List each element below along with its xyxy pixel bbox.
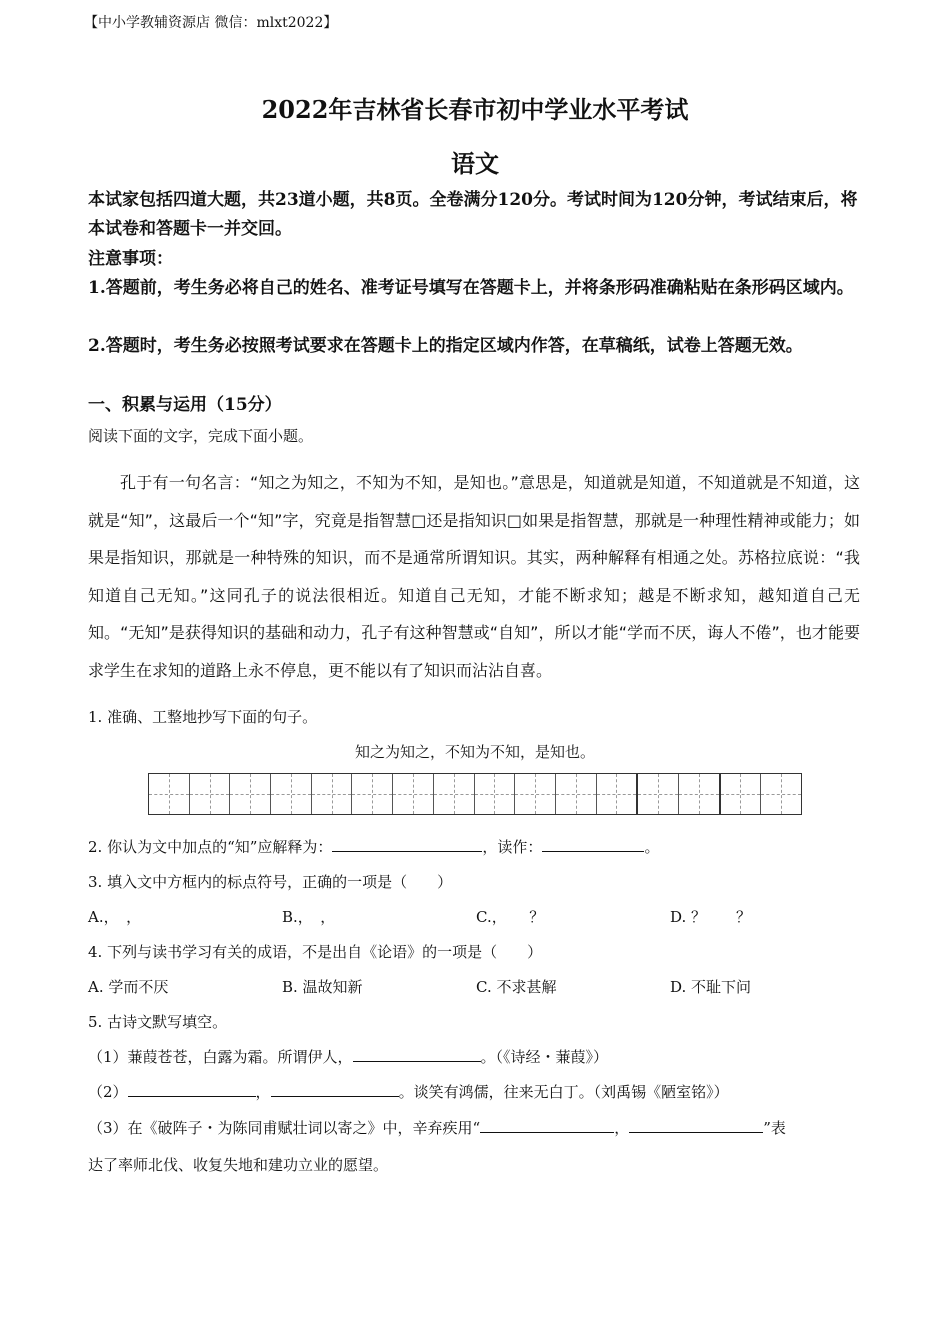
grid-cell[interactable] [393, 774, 434, 814]
q5-part-1 [88, 1046, 608, 1067]
grid-cell[interactable] [679, 774, 721, 814]
q4-option-d[interactable]: D. 不耻下问 [670, 978, 752, 996]
q5-p1-blank[interactable] [353, 1047, 481, 1062]
q5-part-2 [88, 1081, 729, 1102]
grid-cell[interactable] [515, 774, 556, 814]
reading-passage: 孔于有一句名言：“知之为知之，不知为不知，是知也。”意思是，知道就是知道，不知道就是不知道，这就是“知”，这最后一个“知”字，究竟是指智慧□还是指知识□如果是指智慧，那就是一种理性精神或能力；如果是指知识，那就是一种特殊的知识，而不是通常所谓知识。其实，两种解释有相通之处。苏格拉底说：“我知道自己无知。”这同孔子的说法很相近。知道自己无知，才能不断求知；越是不断求知，越知道自己无知。“无知”是获得知识的基础和动力，孔子有这种智慧或“自知”，所以才能“学而不厌，诲人不倦”，也才能要求学生在求知的道路上永不停息，更不能以有了知识而沾沾自喜。 [88, 473, 860, 680]
question-2 [88, 836, 659, 857]
q2-meaning-blank[interactable] [332, 837, 482, 852]
question-4: 4. 下列与读书学习有关的成语，不是出自《论语》的一项是（ ） [88, 943, 543, 961]
grid-cell[interactable] [597, 774, 639, 814]
grid-cell[interactable] [434, 774, 475, 814]
grid-cell[interactable] [352, 774, 393, 814]
q5-p3-comma: ， [614, 1119, 630, 1137]
question-5: 5. 古诗文默写填空。 [88, 1013, 228, 1031]
q2-mid: ，读作： [482, 838, 543, 856]
exam-title: 2022年吉林省长春市初中学业水平考试 [261, 95, 689, 124]
section-heading: 一、积累与运用（15分） [88, 395, 282, 415]
question-1: 1. 准确、工整地抄写下面的句子。 [88, 708, 318, 726]
q4-option-a[interactable]: A. 学而不厌 [88, 978, 169, 996]
q5-p2-label: （2） [88, 1083, 128, 1101]
q5-p3-blank-1[interactable] [480, 1118, 614, 1133]
exam-intro: 本试家包括四道大题，共23道小题，共8页。全卷满分120分。考试时间为120分钟，考试结束后，将本试卷和答题卡一并交回。 [88, 190, 858, 239]
note-2: 2.答题时，考生务必按照考试要求在答题卡上的指定区域内作答，在草稿纸，试卷上答题无效。 [88, 336, 803, 356]
q5-p1-text: （1）蒹葭苍苍，白露为霜。所谓伊人， [88, 1048, 353, 1066]
grid-cell[interactable] [721, 774, 762, 814]
q3-option-c[interactable]: C.， ？ [476, 908, 545, 926]
grid-cell[interactable] [312, 774, 353, 814]
writing-grid[interactable] [148, 773, 802, 815]
q5-p1-source: 。（《诗经・蒹葭》） [480, 1048, 609, 1066]
grid-cell[interactable] [475, 774, 516, 814]
q5-p2-blank-1[interactable] [128, 1082, 256, 1097]
q2-prefix: 2. 你认为文中加点的“知”应解释为： [88, 838, 333, 856]
q2-pronunciation-blank[interactable] [542, 837, 644, 852]
watermark: 【中小学教辅资源店 微信：mlxt2022】 [84, 15, 338, 31]
q3-option-b[interactable]: B.， ， [282, 908, 336, 926]
q3-option-a[interactable]: A.， ， [88, 908, 142, 926]
notes-heading: 注意事项： [88, 249, 173, 269]
grid-cell[interactable] [230, 774, 271, 814]
grid-cell[interactable] [190, 774, 231, 814]
q5-p3-text: （3）在《破阵子・为陈同甫赋壮词以寄之》中，辛弃疾用“ [88, 1119, 481, 1137]
note-1: 1.答题前，考生务必将自己的姓名、准考证号填写在答题卡上，并将条形码准确粘贴在条形码区域内。 [88, 278, 854, 298]
grid-cell[interactable] [149, 774, 190, 814]
q5-p2-blank-2[interactable] [271, 1082, 399, 1097]
q5-p2-text: 。谈笑有鸿儒，往来无白丁。（刘禹锡《陋室铭》） [398, 1083, 729, 1101]
grid-cell[interactable] [761, 774, 801, 814]
q4-option-c[interactable]: C. 不求甚解 [476, 978, 557, 996]
q5-p3-blank-2[interactable] [629, 1118, 763, 1133]
question-3: 3. 填入文中方框内的标点符号，正确的一项是（ ） [88, 873, 453, 891]
q5-p3-end: ”表 [763, 1119, 786, 1137]
copy-sentence: 知之为知之，不知为不知，是知也。 [354, 743, 595, 761]
grid-cell[interactable] [271, 774, 312, 814]
q2-end: 。 [644, 838, 660, 856]
q5-part-3 [88, 1117, 786, 1138]
grid-cell[interactable] [638, 774, 679, 814]
q5-p2-comma: ， [255, 1083, 271, 1101]
subject-title: 语文 [451, 149, 499, 178]
reading-instruction: 阅读下面的文字，完成下面小题。 [88, 427, 314, 445]
q4-option-b[interactable]: B. 温故知新 [282, 978, 363, 996]
grid-cell[interactable] [556, 774, 597, 814]
q3-option-d[interactable]: D. ？ ？ [670, 908, 752, 926]
q5-part-3-line2: 达了率师北伐、收复失地和建功立业的愿望。 [88, 1156, 389, 1174]
